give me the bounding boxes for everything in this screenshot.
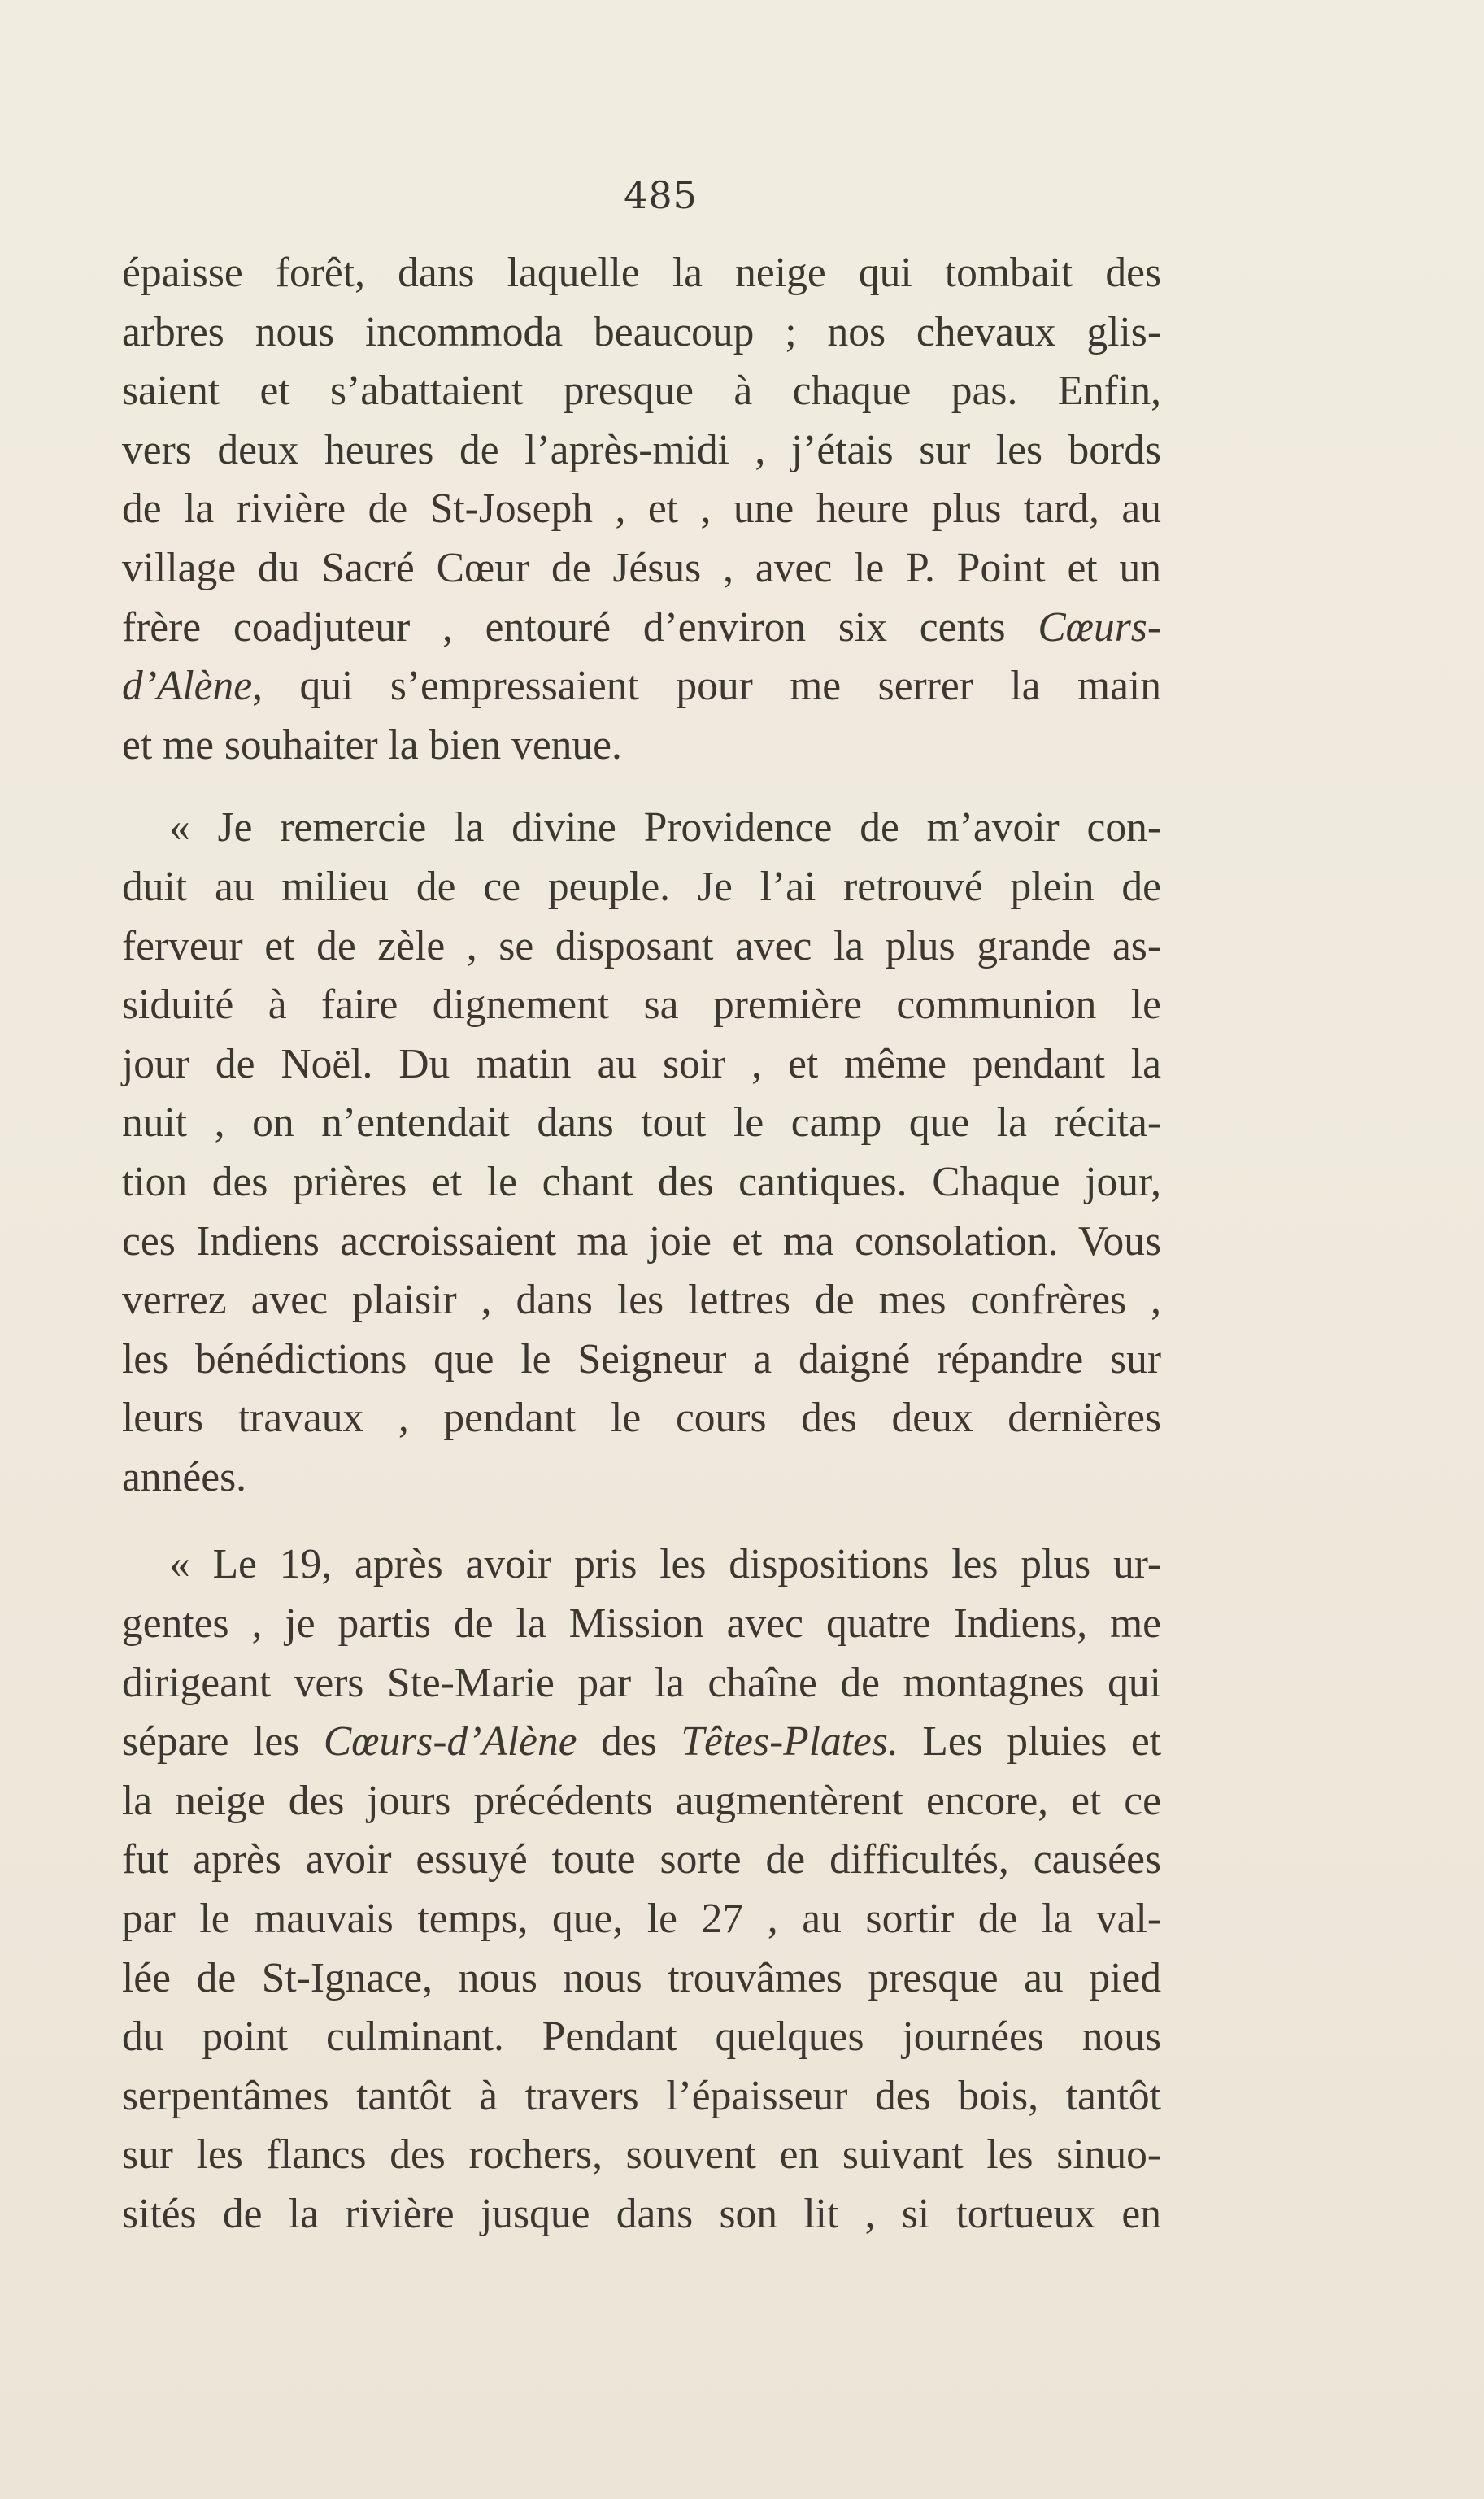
text-line: lée de St-Ignace, nous nous trouvâmes presque au pied [122,1954,1161,2001]
text-line: « Le 19, après avoir pris les dispositions les plus ur- [169,1541,1161,1588]
text-line: arbres nous incommoda beaucoup ; nos chevaux glis- [122,308,1161,355]
text-run: sépare les [122,1718,324,1765]
text-line: serpentâmes tantôt à travers l’épaisseur des bois, tantôt [122,2072,1161,2119]
italic-text: Cœurs-d’Alène [323,1718,577,1765]
text-line: gentes , je partis de la Mission avec quatre Indiens, me [122,1600,1161,1648]
text-run: frère coadjuteur , entouré d’environ six cents [122,603,1038,651]
paragraph-2 [122,799,1161,1507]
paragraph-3 [122,1535,1161,2244]
text-line: sités de la rivière jusque dans son lit , si tortueux en [122,2191,1161,2237]
text-line: leurs travaux , pendant le cours des deux dernières [122,1395,1161,1442]
text-line: verrez avec plaisir , dans les lettres de mes confrères , [122,1277,1161,1324]
text-line: nuit , on n’entendait dans tout le camp que la récita- [122,1099,1161,1147]
text-line: tion des prières et le chant des cantiques. Chaque jour, [122,1158,1161,1205]
text-line: fut après avoir essuyé toute sorte de difficultés, causées [122,1836,1161,1883]
text-line: jour de Noël. Du matin au soir , et même pendant la [122,1040,1161,1087]
text-line: dirigeant vers Ste-Marie par la chaîne de montagnes qui [122,1659,1161,1706]
italic-text: Cœurs- [1038,603,1161,651]
text-line: la neige des jours précédents augmentèrent encore, et ce [122,1777,1161,1824]
text-line [122,599,1161,658]
text-line: par le mauvais temps, que, le 27 , au sortir de la val- [122,1896,1161,1943]
text-line: village du Sacré Cœur de Jésus , avec le P. Point et un [122,544,1161,591]
text-line: du point culminant. Pendant quelques journées nous [122,2014,1161,2061]
text-line [122,1713,1161,1772]
text-line: de la rivière de St-Joseph , et , une heure plus tard, au [122,485,1161,533]
text-run: Les pluies et [898,1718,1161,1765]
text-line: les bénédictions que le Seigneur a daigné répandre sur [122,1335,1161,1382]
text-run: , qui s’empressaient pour me serrer la main [252,663,1161,710]
text-line: années. [122,1453,246,1500]
paragraph-spacing [122,775,1161,799]
text-line: ferveur et de zèle , se disposant avec la plus grande as- [122,922,1161,969]
text-line: « Je remercie la divine Providence de m’avoir con- [169,804,1161,851]
italic-text: d’Alène [122,663,253,710]
text-line: vers deux heures de l’après-midi , j’étais sur les bords [122,426,1161,473]
text-run: des [577,1718,681,1765]
body-text [122,244,1161,2244]
text-line: épaisse forêt, dans laquelle la neige qui tombait des [122,250,1161,296]
text-line: siduité à faire dignement sa première communion le [122,982,1161,1029]
text-line: sur les flancs des rochers, souvent en suivant les sinuo- [122,2131,1161,2179]
text-line [122,657,1161,716]
text-line: ces Indiens accroissaient ma joie et ma consolation. Vous [122,1217,1161,1265]
text-line: saient et s’abattaient presque à chaque pas. Enfin, [122,368,1161,415]
page-number: 485 [624,173,698,217]
text-line: et me souhaiter la bien venue. [122,721,622,768]
paragraph-1 [122,244,1161,775]
text-line: duit au milieu de ce peuple. Je l’ai retrouvé plein de [122,863,1161,910]
paragraph-spacing [122,1507,1161,1535]
italic-text: Têtes-Plates. [681,1718,899,1765]
